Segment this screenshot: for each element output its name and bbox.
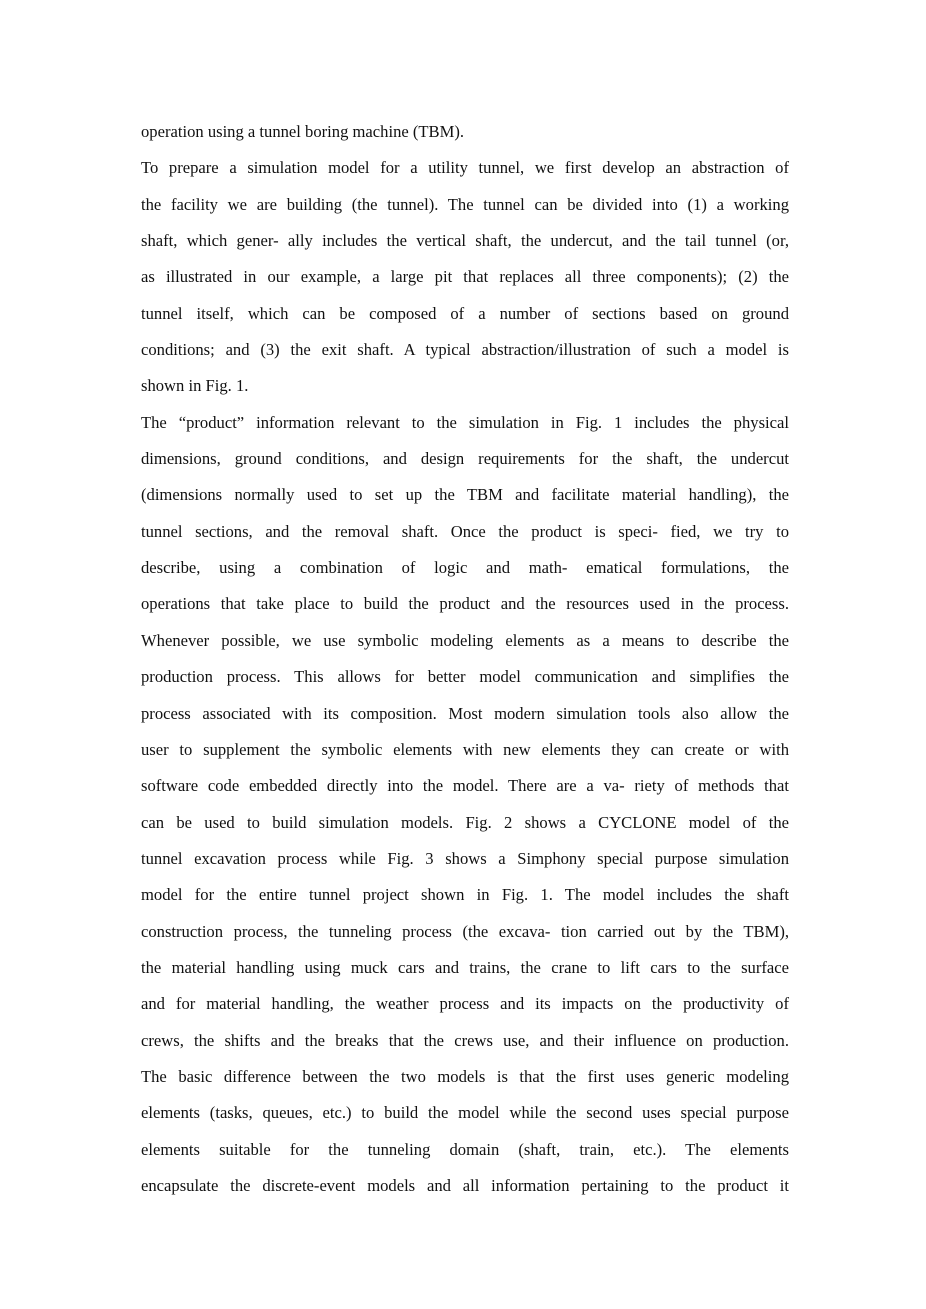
text-line: elements suitable for the tunneling domain (shaft, train, etc.). The elements [141,1139,789,1159]
text-line: The basic difference between the two models is that the first uses generic modeling [141,1066,789,1086]
text-line: crews, the shifts and the breaks that the crews use, and their influence on production. [141,1030,789,1050]
text-line: tunnel sections, and the removal shaft. Once the product is speci- fied, we try to [141,521,789,541]
text-line: (dimensions normally used to set up the TBM and facilitate material handling), the [141,485,789,505]
text-line: describe, using a combination of logic and math- ematical formulations, the [141,558,789,578]
text-line: software code embedded directly into the model. There are a va- riety of methods that [141,776,789,796]
text-line: and for material handling, the weather process and its impacts on the productivity of [141,994,789,1014]
text-line: elements (tasks, queues, etc.) to build the model while the second uses special purpose [141,1103,789,1123]
text-line: Whenever possible, we use symbolic modeling elements as a means to describe the [141,630,789,650]
text-line: The “product” information relevant to the simulation in Fig. 1 includes the physical [141,412,789,432]
text-line: user to supplement the symbolic elements with new elements they can create or with [141,739,789,759]
text-line: shaft, which gener- ally includes the vertical shaft, the undercut, and the tail tunnel (or, [141,231,789,251]
text-line: can be used to build simulation models. Fig. 2 shows a CYCLONE model of the [141,812,789,832]
text-line: construction process, the tunneling process (the excava- tion carried out by the TBM), [141,921,789,941]
text-line: operations that take place to build the product and the resources used in the process. [141,594,789,614]
text-line: the material handling using muck cars and trains, the crane to lift cars to the surface [141,957,789,977]
text-line: production process. This allows for better model communication and simplifies the [141,667,789,687]
text-line: as illustrated in our example, a large pit that replaces all three components); (2) the [141,267,789,287]
text-line: the facility we are building (the tunnel). The tunnel can be divided into (1) a working [141,194,789,214]
text-line: conditions; and (3) the exit shaft. A typical abstraction/illustration of such a model is [141,340,789,360]
text-line: dimensions, ground conditions, and design requirements for the shaft, the undercut [141,449,789,469]
text-line: model for the entire tunnel project shown in Fig. 1. The model includes the shaft [141,885,789,905]
text-line: shown in Fig. 1. [141,376,249,396]
text-line: To prepare a simulation model for a utility tunnel, we first develop an abstraction of [141,158,789,178]
body-text [141,114,789,1204]
text-line: process associated with its composition. Most modern simulation tools also allow the [141,703,789,723]
text-line: tunnel excavation process while Fig. 3 shows a Simphony special purpose simulation [141,848,789,868]
text-line: encapsulate the discrete-event models and all information pertaining to the product it [141,1175,789,1195]
text-line: tunnel itself, which can be composed of a number of sections based on ground [141,303,789,323]
text-line: operation using a tunnel boring machine (TBM). [141,122,465,141]
